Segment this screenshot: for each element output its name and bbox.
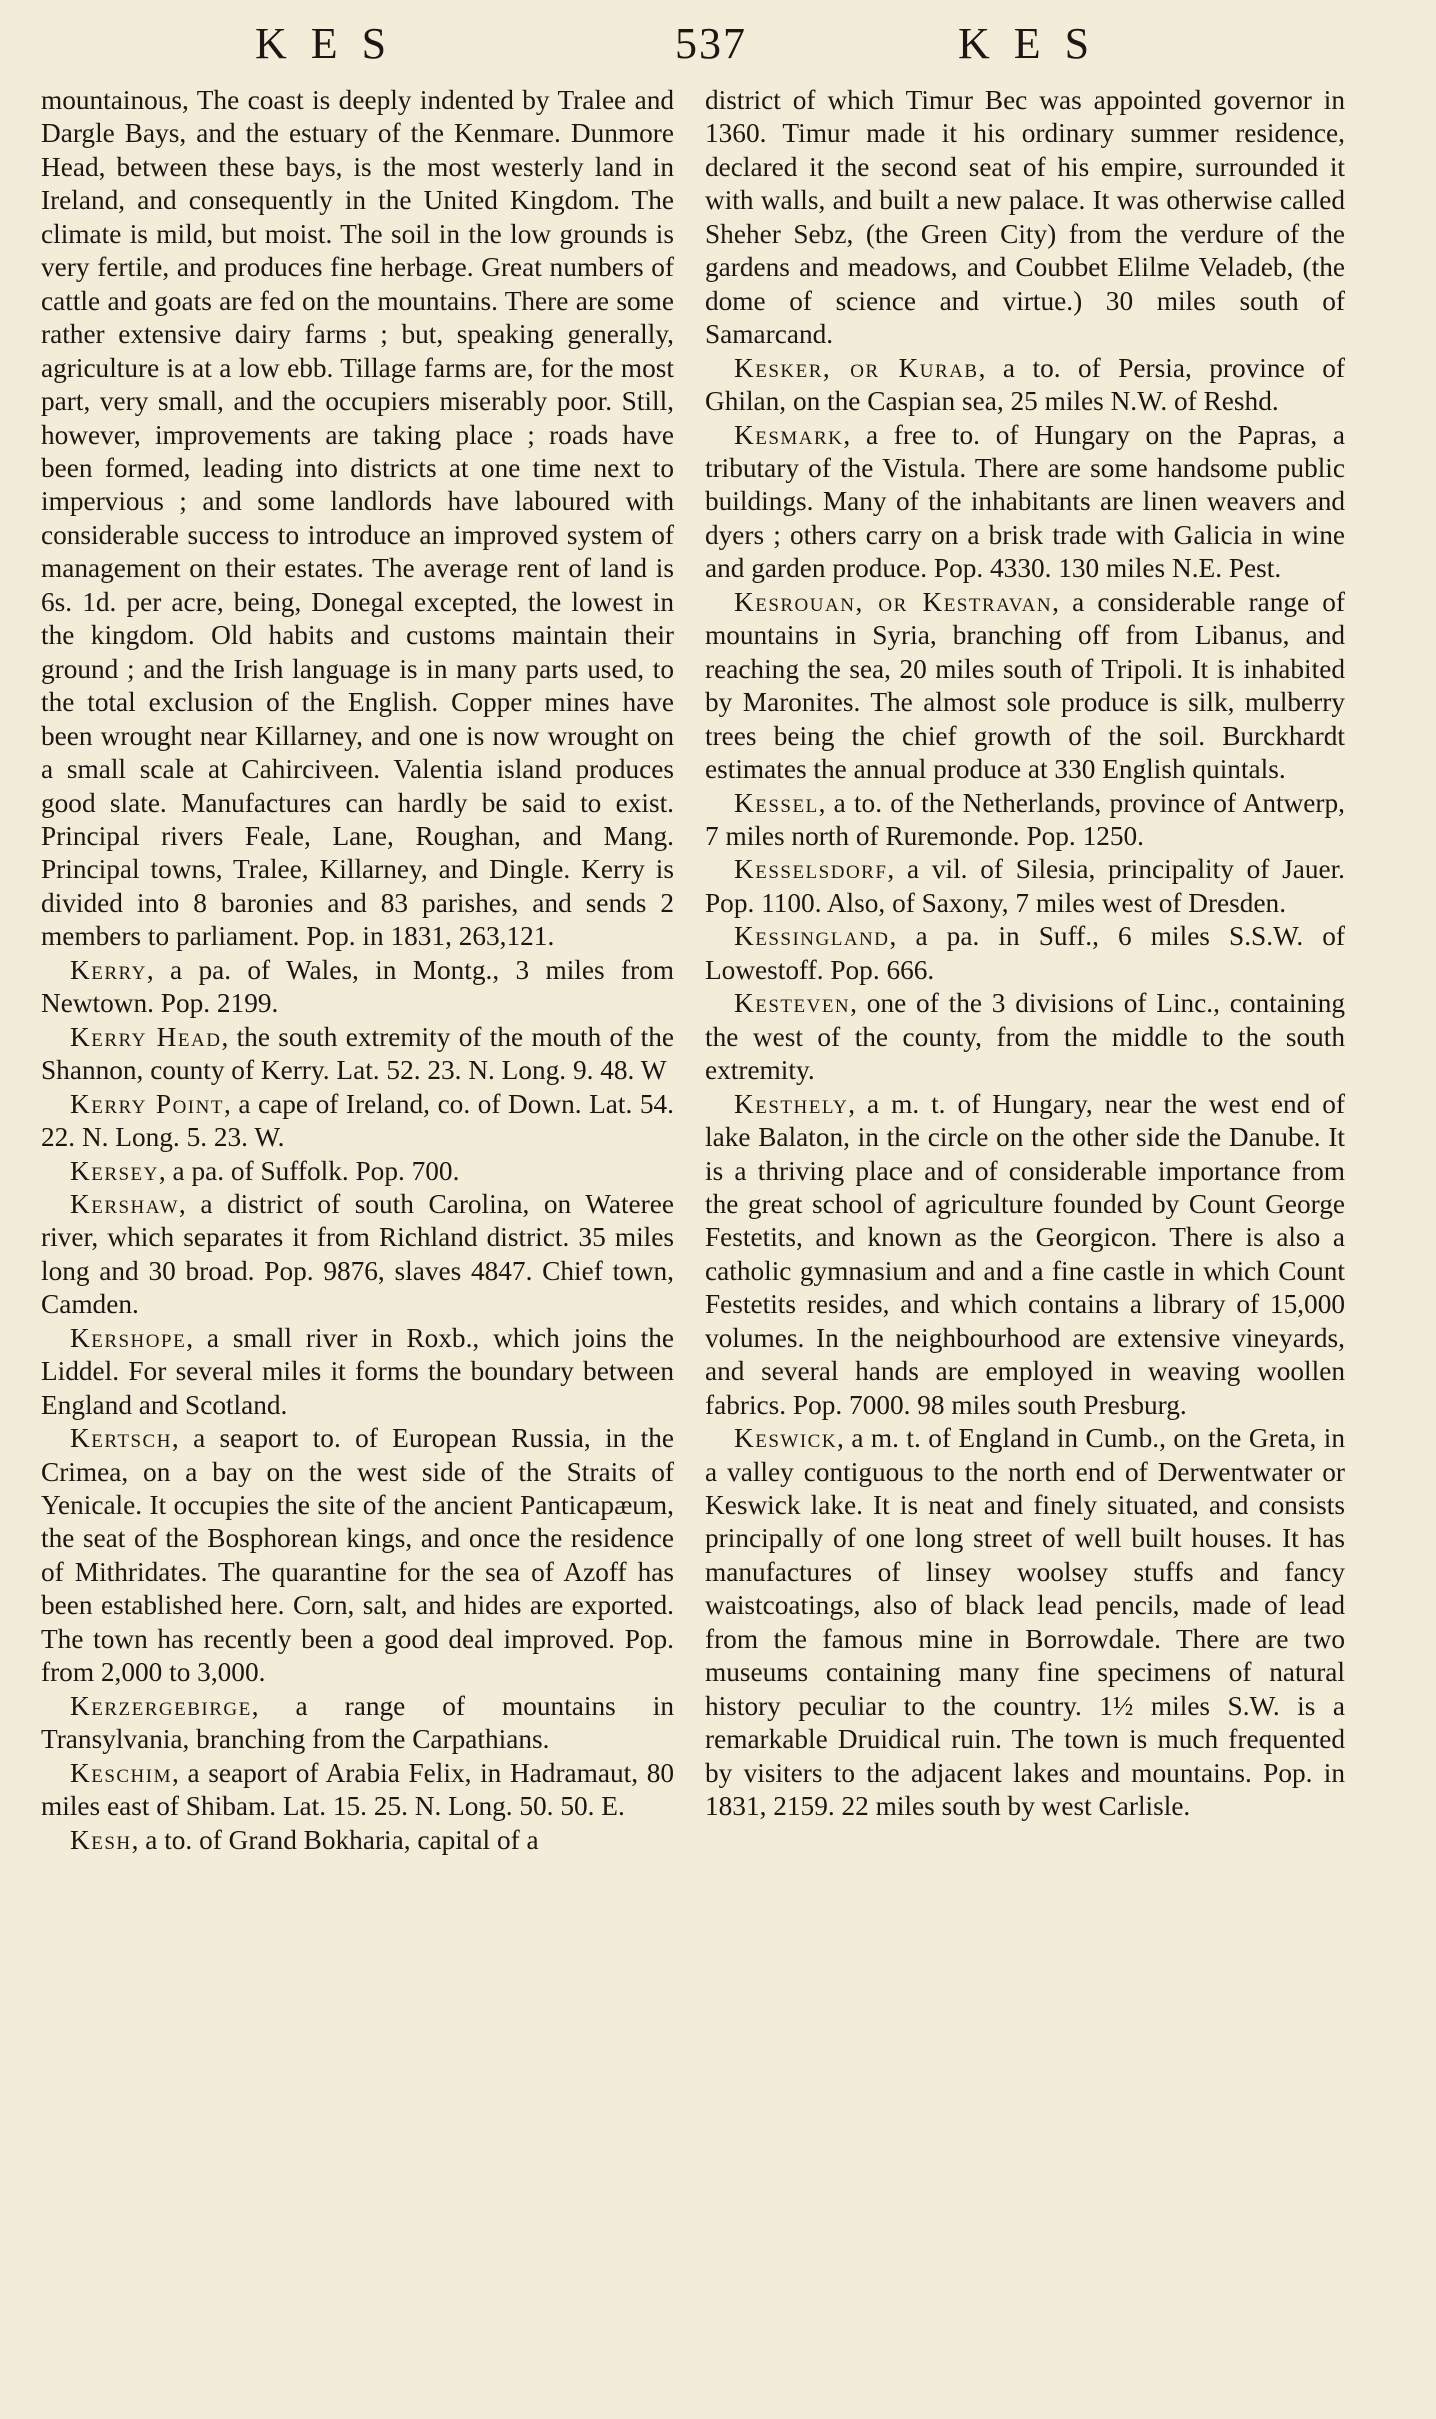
entry-kesh-continuation: district of which Timur Bec was appointed governor in 1360. Timur made it his ordinary summer residence, declared it the second seat of his empire, surrounded it with walls, and built a new palace. It was otherwise called Sheher Sebz, (the Green City) from the verdure of the gardens and meadows, and Coubbet Elilme Veladeb, (the dome of science and virtue.) 30 miles south of Samarcand. — [705, 85, 1345, 350]
entry-kerry-pa: Kerry, a pa. of Wales, in Montg., 3 miles from Newtown. Pop. 2199. — [41, 954, 674, 1019]
entry-kesthely: Kesthely, a m. t. of Hungary, near the west end of lake Balaton, in the circle on the other side the Danube. It is a thriving place and of considerable importance from the great school of agriculture founded by Count George Festetits, and known as the Georgicon. There is also a catholic gymnasium and and a fine castle in which Count Festetits resides, and which contains a library of 15,000 volumes. In the neighbourhood are extensive vineyards, and several hands are employed in weaving woollen fabrics. Pop. 7000. 98 miles south Presburg. — [705, 1088, 1345, 1420]
entry-kesmark: Kesmark, a free to. of Hungary on the Papras, a tributary of the Vistula. There are some handsome public buildings. Many of the inhabitants are linen weavers and dyers ; others carry on a brisk trade with Galicia in wine and garden produce. Pop. 4330. 130 miles N.E. Pest. — [705, 419, 1345, 584]
entry-headword: Kesthely — [734, 1088, 849, 1119]
entry-headword: Kersey — [70, 1155, 159, 1186]
entry-headword: Kertsch — [70, 1423, 172, 1454]
entry-headword: Kesker, or Kurab — [734, 352, 979, 383]
entry-keswick: Keswick, a m. t. of England in Cumb., on the Greta, in a valley contiguous to the north end of Derwentwater or Keswick lake. It is neat and finely situated, and consists principally of one long street of well built houses. It has manufactures of linsey woolsey stuffs and fancy waistcoatings, also of black lead pencils, made of lead from the famous mine in Borrowdale. There are two museums containing many fine specimens of natural history peculiar to the country. 1½ miles S.W. is a remarkable Druidical ruin. The town is much frequented by visiters to the adjacent lakes and mountains. Pop. in 1831, 2159. 22 miles south by west Carlisle. — [705, 1423, 1345, 1822]
entry-kesteven: Kesteven, one of the 3 divisions of Linc., containing the west of the county, from the middle to the south extremity. — [705, 988, 1345, 1086]
header-left-keyword: KES — [255, 19, 411, 68]
entry-kerry-head: Kerry Head, the south extremity of the mouth of the Shannon, county of Kerry. Lat. 52. 23. N. Long. 9. 48. W — [41, 1021, 674, 1086]
entry-headword: Kerry Point — [70, 1088, 224, 1119]
entry-headword: Kershope — [70, 1322, 187, 1353]
entry-kersey: Kersey, a pa. of Suffolk. Pop. 700. — [70, 1155, 460, 1186]
entry-headword: Keswick — [734, 1423, 838, 1454]
entry-kessel: Kessel, a to. of the Netherlands, province of Antwerp, 7 miles north of Ruremonde. Pop. 1250. — [705, 787, 1345, 851]
entry-kerzergebirge: Kerzergebirge, a range of mountains in Transylvania, branching from the Carpathians. — [41, 1690, 674, 1755]
header-right-keyword: KES — [958, 19, 1114, 68]
entry-headword: Kesrouan, or Kestravan — [734, 586, 1053, 617]
entry-headword: Kerry — [70, 954, 147, 985]
running-header — [40, 18, 1350, 78]
entry-kershope: Kershope, a small river in Roxb., which joins the Liddel. For several miles it forms the boundary between England and Scotland. — [41, 1322, 674, 1420]
entry-continuation: mountainous, The coast is deeply indented by Tralee and Dargle Bays, and the estuary of the Kenmare. Dunmore Head, between these bays, is the most westerly land in Ireland, and consequently in the United Kingdom. The climate is mild, but moist. The soil in the low grounds is very fertile, and produces fine herbage. Great numbers of cattle and goats are fed on the mountains. There are some rather extensive dairy farms ; but, speaking generally, agriculture is at a low ebb. Tillage farms are, for the most part, very small, and the occupiers miserably poor. Still, however, improvements are taking place ; roads have been formed, leading into districts at one time next to impervious ; and some landlords have laboured with considerable success to introduce an improved system of management on their estates. The average rent of land is 6s. 1d. per acre, being, Donegal excepted, the lowest in the kingdom. Old habits and customs maintain their ground ; and the Irish language is in many parts used, to the total exclusion of the English. Copper mines have been wrought near Killarney, and one is now wrought on a small scale at Cahirciveen. Valentia island produces good slate. Manufactures can hardly be said to exist. Principal rivers Feale, Lane, Roughan, and Mang. Principal towns, Tralee, Killarney, and Dingle. Kerry is divided into 8 baronies and 83 parishes, and sends 2 members to parliament. Pop. in 1831, 263,121. — [41, 85, 674, 952]
entry-kesh: Kesh, a to. of Grand Bokharia, capital of a — [70, 1824, 539, 1855]
entry-kerry-point: Kerry Point, a cape of Ireland, co. of Down. Lat. 54. 22. N. Long. 5. 23. W. — [41, 1088, 675, 1153]
entry-keschim: Keschim, a seaport of Arabia Felix, in Hadramaut, 80 miles east of Shibam. Lat. 15. 25. N. Long. 50. 50. E. — [41, 1757, 674, 1822]
entry-headword: Kesselsdorf — [734, 854, 888, 885]
entry-headword: Kesh — [70, 1824, 132, 1855]
entry-headword: Kessingland — [734, 921, 890, 952]
right-column — [705, 84, 1345, 1824]
left-column — [41, 84, 674, 1857]
entry-kesselsdorf: Kesselsdorf, a vil. of Silesia, principality of Jauer. Pop. 1100. Also, of Saxony, 7 miles west of Dresden. — [705, 854, 1345, 918]
entry-headword: Kesmark — [734, 419, 844, 450]
entry-headword: Kessel — [734, 787, 819, 818]
entry-headword: Keschim — [70, 1757, 173, 1788]
entry-kessingland: Kessingland, a pa. in Suff., 6 miles S.S.W. of Lowestoff. Pop. 666. — [705, 921, 1345, 985]
entry-headword: Kerzergebirge — [70, 1690, 252, 1721]
entry-kershaw: Kershaw, a district of south Carolina, on Wateree river, which separates it from Richland district. 35 miles long and 30 broad. Pop. 9876, slaves 4847. Chief town, Camden. — [41, 1188, 674, 1320]
entry-kertsch: Kertsch, a seaport to. of European Russia, in the Crimea, on a bay on the west side of the Straits of Yenicale. It occupies the site of the ancient Panticapæum, the seat of the Bosphorean kings, and once the residence of Mithridates. The quarantine for the sea of Azoff has been established here. Corn, salt, and hides are exported. The town has recently been a good deal improved. Pop. from 2,000 to 3,000. — [41, 1423, 674, 1688]
entry-headword: Kesteven — [734, 988, 851, 1019]
entry-kesrouan: Kesrouan, or Kestravan, a considerable range of mountains in Syria, branching off from Libanus, and reaching the sea, 20 miles south of Tripoli. It is inhabited by Maronites. The almost sole produce is silk, mulberry trees being the chief growth of the soil. Burckhardt estimates the annual produce at 330 English quintals. — [705, 586, 1346, 785]
entry-kesker: Kesker, or Kurab, a to. of Persia, province of Ghilan, on the Caspian sea, 25 miles N.W. of Reshd. — [705, 352, 1345, 417]
page-number: 537 — [675, 19, 747, 68]
entry-headword: Kerry Head — [70, 1021, 222, 1052]
entry-headword: Kershaw — [70, 1188, 179, 1219]
